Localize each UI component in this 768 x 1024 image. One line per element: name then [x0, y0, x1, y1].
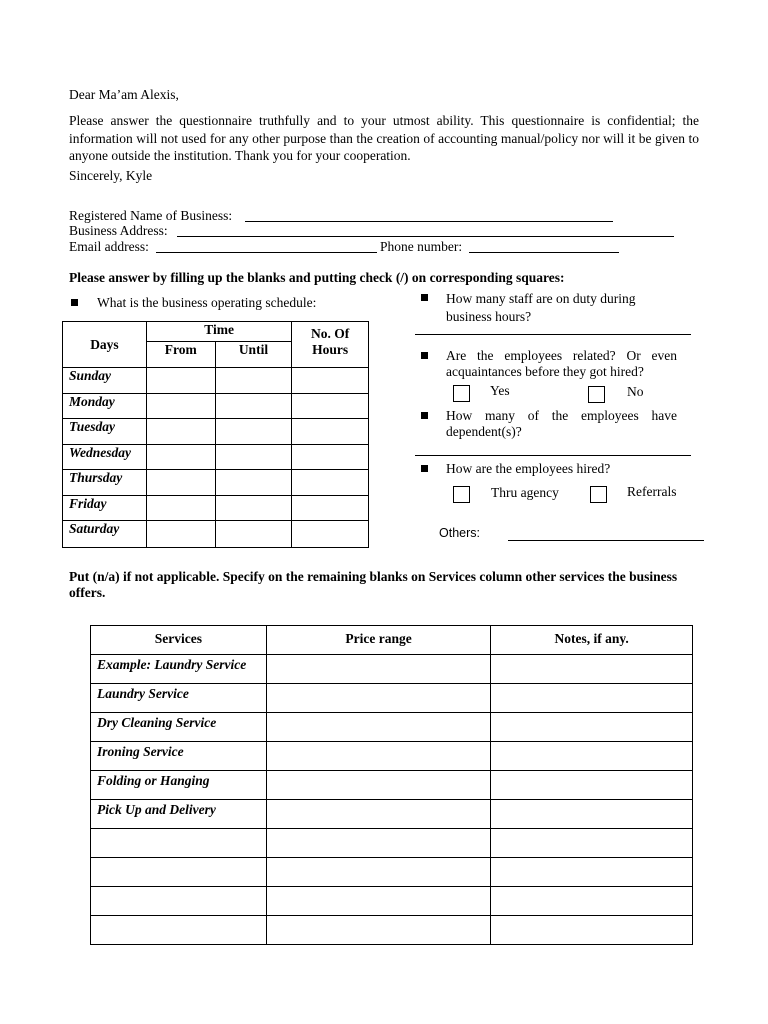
- price-cell[interactable]: [266, 887, 491, 916]
- day-label: Thursday: [63, 470, 147, 496]
- instructions: Please answer by filling up the blanks and putting check (/) on corresponding squares:: [69, 270, 565, 285]
- table-row: [91, 916, 693, 945]
- hours-cell[interactable]: [292, 444, 369, 470]
- schedule-row: [63, 521, 369, 548]
- table-row: [91, 742, 693, 771]
- business-address-label: Business Address:: [69, 223, 168, 238]
- bullet-icon: [421, 412, 428, 419]
- notes-cell[interactable]: [491, 771, 693, 800]
- notes-cell[interactable]: [491, 684, 693, 713]
- schedule-row: [63, 444, 369, 470]
- price-cell[interactable]: [266, 713, 491, 742]
- table-row: [91, 713, 693, 742]
- price-cell[interactable]: [266, 829, 491, 858]
- hired-question: How are the employees hired?: [446, 461, 611, 476]
- dependents-answer-field[interactable]: [415, 455, 691, 456]
- day-label: Friday: [63, 495, 147, 521]
- table-row: [91, 655, 693, 684]
- hours-header: No. Of Hours: [292, 322, 369, 368]
- hours-cell[interactable]: [292, 521, 369, 548]
- hours-cell[interactable]: [292, 419, 369, 445]
- price-range-header: Price range: [266, 626, 491, 655]
- from-cell[interactable]: [146, 393, 215, 419]
- schedule-row: [63, 470, 369, 496]
- service-cell: Example: Laundry Service: [91, 655, 267, 684]
- agency-label: Thru agency: [491, 485, 559, 500]
- hours-cell[interactable]: [292, 495, 369, 521]
- hours-cell[interactable]: [292, 393, 369, 419]
- table-row: [91, 771, 693, 800]
- bullet-icon: [421, 294, 428, 301]
- no-checkbox[interactable]: [588, 386, 605, 403]
- yes-checkbox[interactable]: [453, 385, 470, 402]
- notes-cell[interactable]: [491, 916, 693, 945]
- service-cell[interactable]: [91, 829, 267, 858]
- others-field[interactable]: [508, 540, 704, 541]
- schedule-table: [62, 321, 369, 548]
- dependents-question: How many of the employees have dependent(s)?: [446, 408, 677, 439]
- price-cell[interactable]: [266, 800, 491, 829]
- until-cell[interactable]: [215, 444, 292, 470]
- notes-header: Notes, if any.: [491, 626, 693, 655]
- price-cell[interactable]: [266, 655, 491, 684]
- day-label: Monday: [63, 393, 147, 419]
- notes-cell[interactable]: [491, 742, 693, 771]
- service-cell[interactable]: [91, 858, 267, 887]
- table-row: [91, 684, 693, 713]
- agency-checkbox[interactable]: [453, 486, 470, 503]
- until-cell[interactable]: [215, 419, 292, 445]
- schedule-row: [63, 368, 369, 394]
- price-cell[interactable]: [266, 742, 491, 771]
- until-header: Until: [215, 342, 292, 368]
- table-row: [91, 829, 693, 858]
- services-header: Services: [91, 626, 267, 655]
- from-header: From: [146, 342, 215, 368]
- email-label: Email address:: [69, 239, 149, 254]
- service-cell: Folding or Hanging: [91, 771, 267, 800]
- schedule-row: [63, 419, 369, 445]
- from-cell[interactable]: [146, 470, 215, 496]
- day-label: Saturday: [63, 521, 147, 548]
- schedule-row: [63, 495, 369, 521]
- hours-cell[interactable]: [292, 470, 369, 496]
- from-cell[interactable]: [146, 495, 215, 521]
- until-cell[interactable]: [215, 393, 292, 419]
- until-cell[interactable]: [215, 495, 292, 521]
- day-label: Tuesday: [63, 419, 147, 445]
- business-name-field[interactable]: [245, 221, 613, 222]
- schedule-row: [63, 393, 369, 419]
- notes-cell[interactable]: [491, 887, 693, 916]
- business-name-label: Registered Name of Business:: [69, 208, 233, 223]
- until-cell[interactable]: [215, 368, 292, 394]
- salutation: Dear Ma’am Alexis,: [69, 87, 179, 102]
- phone-field[interactable]: [469, 252, 619, 253]
- from-cell[interactable]: [146, 521, 215, 548]
- price-cell[interactable]: [266, 858, 491, 887]
- business-address-field[interactable]: [177, 236, 674, 237]
- notes-cell[interactable]: [491, 829, 693, 858]
- price-cell[interactable]: [266, 684, 491, 713]
- closing: Sincerely, Kyle: [69, 168, 153, 183]
- phone-label: Phone number:: [380, 239, 463, 254]
- bullet-icon: [71, 299, 78, 306]
- yes-label: Yes: [490, 383, 510, 398]
- bullet-icon: [421, 465, 428, 472]
- until-cell[interactable]: [215, 470, 292, 496]
- referrals-checkbox[interactable]: [590, 486, 607, 503]
- service-cell[interactable]: [91, 887, 267, 916]
- others-label: Others:: [439, 526, 480, 540]
- from-cell[interactable]: [146, 444, 215, 470]
- from-cell[interactable]: [146, 419, 215, 445]
- schedule-question: What is the business operating schedule:: [97, 295, 317, 310]
- bullet-icon: [421, 352, 428, 359]
- hours-cell[interactable]: [292, 368, 369, 394]
- staff-question: How many staff are on duty during business hours?: [446, 291, 636, 324]
- service-cell: Dry Cleaning Service: [91, 713, 267, 742]
- until-cell[interactable]: [215, 521, 292, 548]
- service-cell: Ironing Service: [91, 742, 267, 771]
- services-note: Put (n/a) if not applicable. Specify on the remaining blanks on Services column other services the business offers.: [69, 569, 678, 600]
- service-cell: Pick Up and Delivery: [91, 800, 267, 829]
- related-question: Are the employees related? Or even acquaintances before they got hired?: [446, 348, 677, 379]
- from-cell[interactable]: [146, 368, 215, 394]
- table-row: [91, 858, 693, 887]
- notes-cell[interactable]: [491, 800, 693, 829]
- email-field[interactable]: [156, 252, 377, 253]
- day-label: Sunday: [63, 368, 147, 394]
- day-label: Wednesday: [63, 444, 147, 470]
- table-row: [91, 800, 693, 829]
- service-cell: Laundry Service: [91, 684, 267, 713]
- no-label: No: [627, 384, 644, 399]
- notes-cell[interactable]: [491, 655, 693, 684]
- days-header: Days: [63, 322, 147, 368]
- table-row: [91, 887, 693, 916]
- time-header: Time: [146, 322, 291, 342]
- referrals-label: Referrals: [627, 484, 677, 499]
- notes-cell[interactable]: [491, 858, 693, 887]
- service-cell[interactable]: [91, 916, 267, 945]
- intro-paragraph: Please answer the questionnaire truthfully and to your utmost ability. This questionnaire is confidential; the information will not used for any other purpose than the creation of accounting manual/policy nor will it be given to anyone outside the institution. Thank you for your cooperation.: [69, 113, 699, 163]
- notes-cell[interactable]: [491, 713, 693, 742]
- staff-answer-field[interactable]: [415, 334, 691, 335]
- price-cell[interactable]: [266, 916, 491, 945]
- services-table: [90, 625, 693, 945]
- price-cell[interactable]: [266, 771, 491, 800]
